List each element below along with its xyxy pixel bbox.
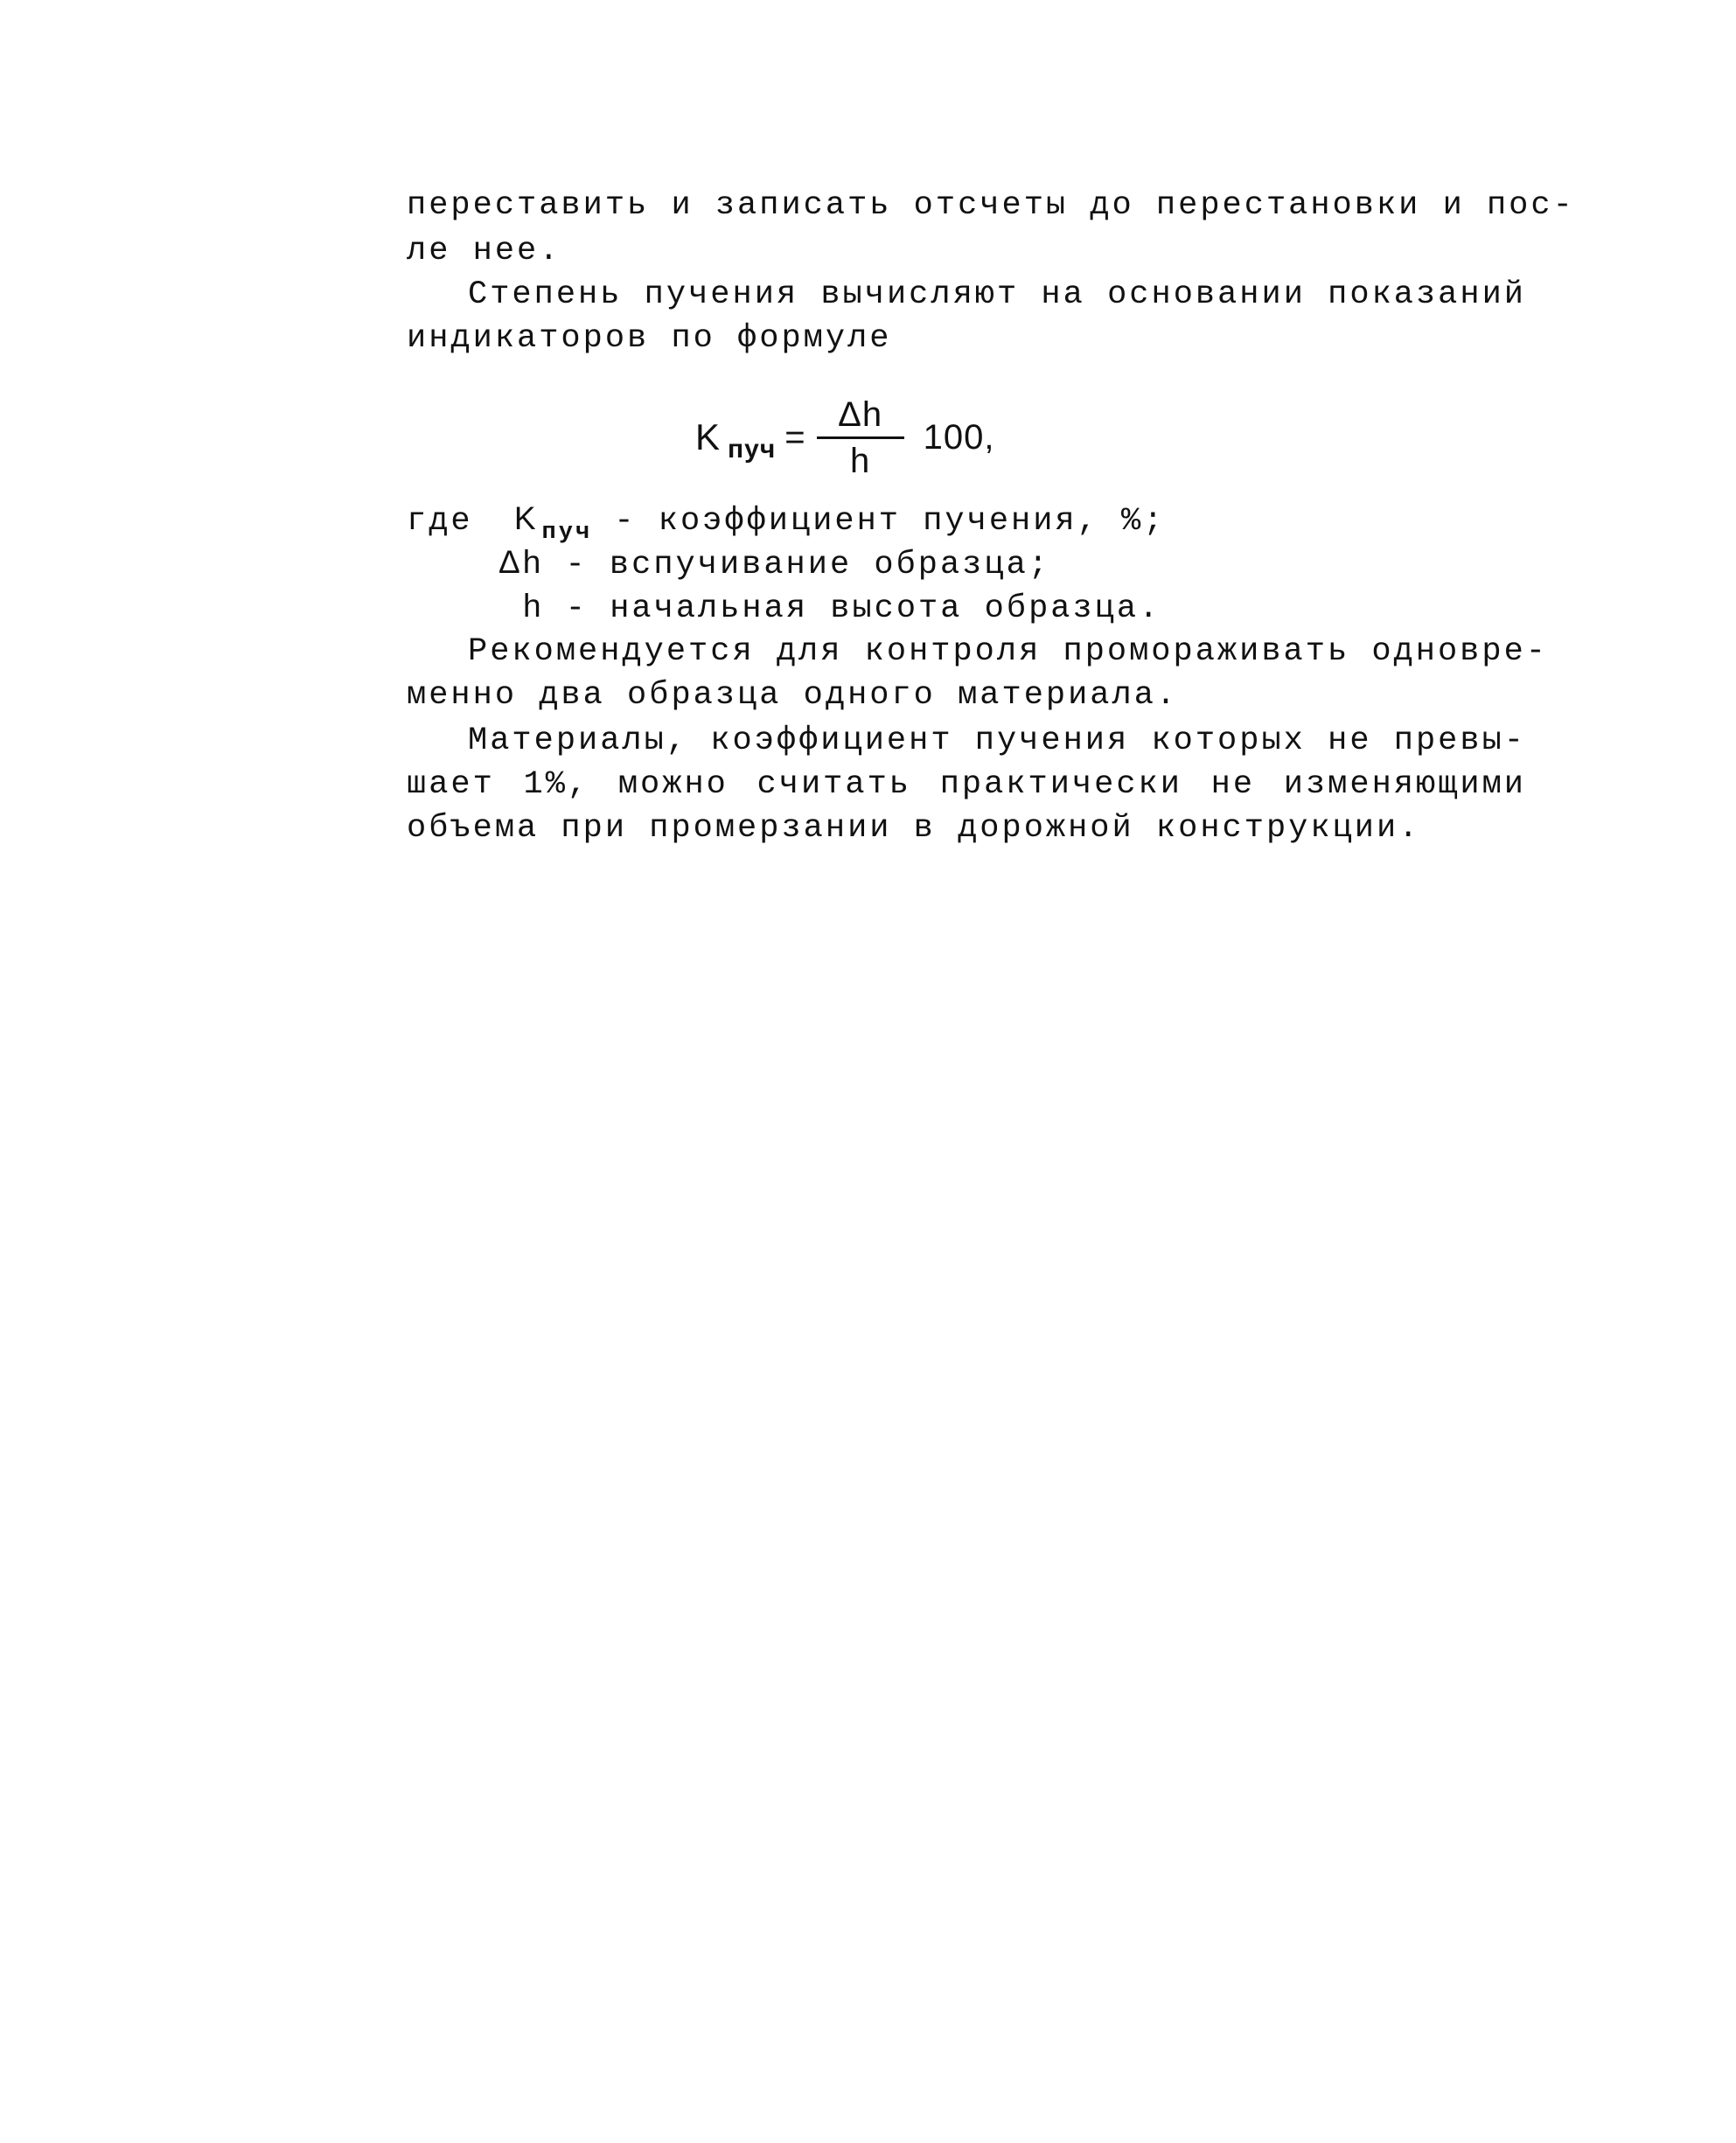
formula-k-symbol: K xyxy=(695,416,722,457)
formula-k-subscript: пуч xyxy=(728,435,777,464)
fraction-bar xyxy=(817,436,904,439)
formula-numerator: Δh xyxy=(838,394,883,434)
paragraph-4-line-3: объема при промерзании в дорожной конструкции. xyxy=(407,810,1421,847)
definition-k-symbol: K xyxy=(513,500,539,536)
definition-k-text: - коэффициент пучения, %; xyxy=(614,503,1166,540)
definition-k xyxy=(407,497,1526,546)
paragraph-1-line-1: переставить и записать отсчеты до перестановки и пос- xyxy=(407,187,1575,224)
definition-h-text: - начальная высота образца. xyxy=(565,590,1161,627)
definition-delta-h-text: - вспучивание образца; xyxy=(565,547,1050,583)
formula-multiplier: 100, xyxy=(923,417,995,457)
formula-fraction xyxy=(817,394,904,481)
definition-h xyxy=(523,584,1526,631)
definition-k-subscript: пуч xyxy=(541,520,593,546)
definition-h-symbol: h xyxy=(523,588,544,624)
paragraph-2-line-2: индикаторов по формуле xyxy=(407,320,892,357)
paragraph-1-line-2: ле нее. xyxy=(407,233,561,269)
paragraph-3-line-2: менно два образца одного материала. xyxy=(407,677,1179,714)
paragraph-4-line-2: шает 1%, можно считать практически не изменяющими xyxy=(407,766,1526,803)
paragraph-2-line-1: Степень пучения вычисляют на основании показаний xyxy=(468,276,1526,313)
formula-denominator: h xyxy=(849,441,871,480)
definition-delta-h-symbol: Δh xyxy=(498,544,544,580)
definition-delta-h xyxy=(498,541,1526,587)
heave-formula xyxy=(695,389,994,485)
paragraph-3-line-1: Рекомендуется для контроля промораживать одновре- xyxy=(468,633,1548,670)
formula-equals: = xyxy=(784,417,806,457)
definition-prefix: где xyxy=(407,503,473,540)
paragraph-4-line-1: Материалы, коэффициент пучения которых не превы- xyxy=(468,722,1526,759)
